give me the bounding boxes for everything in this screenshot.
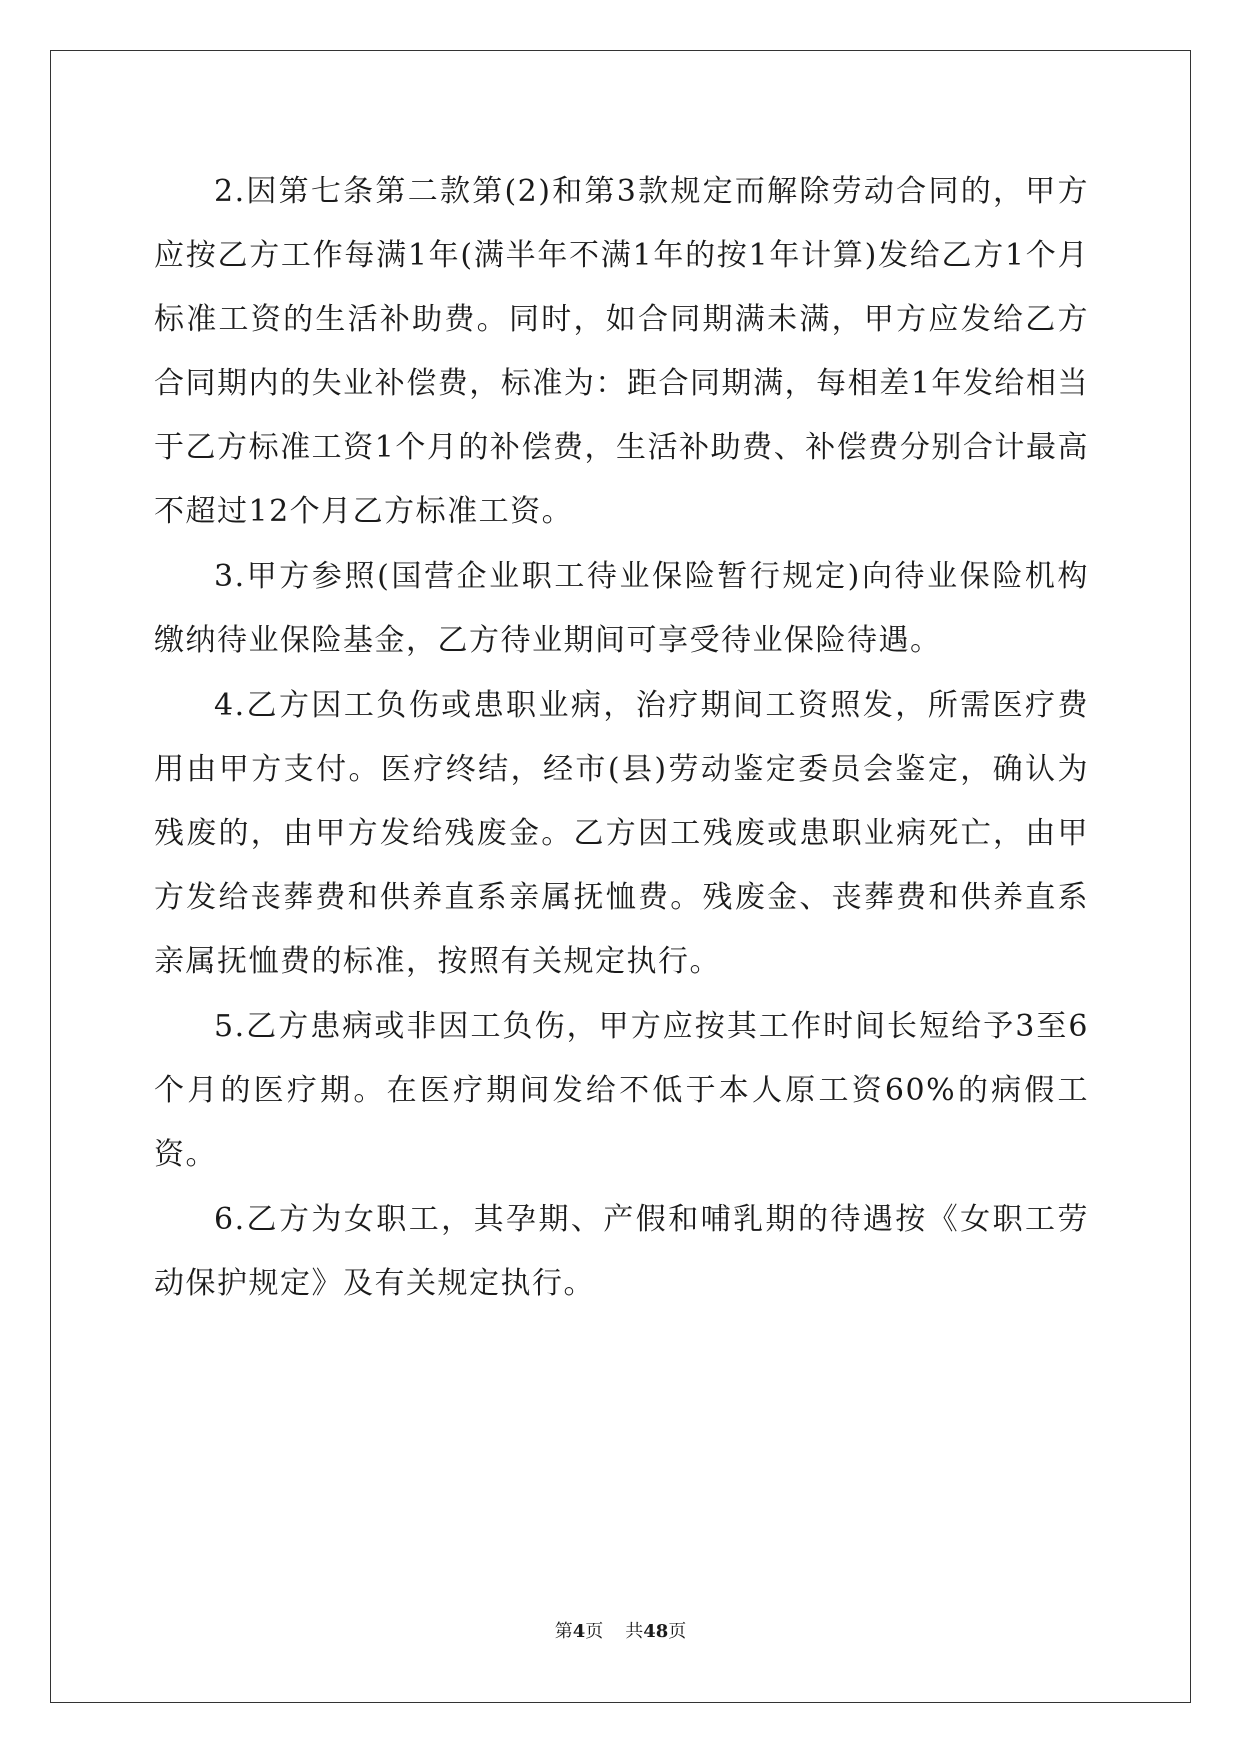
document-body: [154, 160, 1089, 1316]
paragraph-clause-2: 2.因第七条第二款第(2)和第3款规定而解除劳动合同的，甲方应按乙方工作每满1年(满半年不满1年的按1年计算)发给乙方1个月标准工资的生活补助费。同时，如合同期满未满，甲方应发给乙方合同期内的失业补偿费，标准为：距合同期满，每相差1年发给相当于乙方标准工资1个月的补偿费，生活补助费、补偿费分别合计最高不超过12个月乙方标准工资。: [154, 174, 1089, 529]
paragraph-clause-4: 4.乙方因工负伤或患职业病，治疗期间工资照发，所需医疗费用由甲方支付。医疗终结，经市(县)劳动鉴定委员会鉴定，确认为残废的，由甲方发给残废金。乙方因工残废或患职业病死亡，由甲方发给丧葬费和供养直系亲属抚恤费。残废金、丧葬费和供养直系亲属抚恤费的标准，按照有关规定执行。: [154, 688, 1089, 979]
page-footer: [0, 1620, 1241, 1644]
page-prefix: 第: [554, 1621, 573, 1642]
total-prefix: 共: [625, 1621, 644, 1642]
page-number: 4: [572, 1621, 586, 1642]
total-pages: 48: [643, 1621, 669, 1642]
paragraph-clause-3: 3.甲方参照(国营企业职工待业保险暂行规定)向待业保险机构缴纳待业保险基金，乙方待业期间可享受待业保险待遇。: [154, 559, 1089, 658]
total-suffix: 页: [668, 1621, 687, 1642]
page-suffix: 页: [585, 1621, 604, 1642]
paragraph-clause-5: 5.乙方患病或非因工负伤，甲方应按其工作时间长短给予3至6个月的医疗期。在医疗期间发给不低于本人原工资60%的病假工资。: [154, 1009, 1089, 1172]
paragraph-clause-6: 6.乙方为女职工，其孕期、产假和哺乳期的待遇按《女职工劳动保护规定》及有关规定执行。: [154, 1202, 1089, 1301]
